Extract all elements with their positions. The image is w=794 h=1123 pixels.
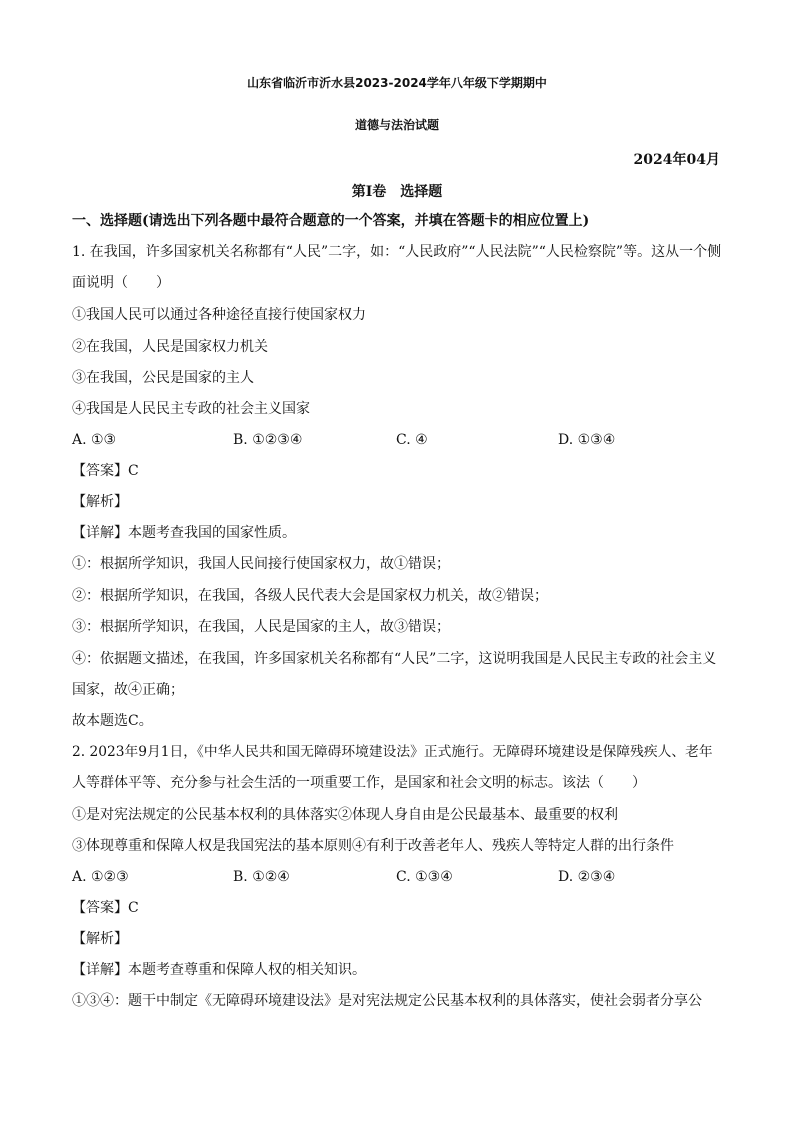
q1-stem-line1: 1. 在我国，许多国家机关名称都有“人民”二字，如：“人民政府”“人民法院”“人民检察院”等。这从一个侧 — [72, 244, 722, 260]
q2-analysis-label: 【解析】 — [72, 931, 128, 947]
q1-answer: 【答案】C — [72, 463, 139, 479]
q1-statement-4: ④我国是人民民主专政的社会主义国家 — [72, 401, 310, 417]
q1-conclusion: 故本题选C。 — [72, 713, 153, 729]
q2-option-c: C. ①③④ — [396, 869, 453, 885]
q1-explanation-2: ②：根据所学知识，在我国，各级人民代表大会是国家权力机关，故②错误； — [72, 588, 548, 604]
q1-statement-1: ①我国人民可以通过各种途径直接行使国家权力 — [72, 307, 366, 323]
q1-explanation-1: ①：根据所学知识，我国人民间接行使国家权力，故①错误； — [72, 556, 450, 572]
section-instruction: 一、选择题(请选出下列各题中最符合题意的一个答案，并填在答题卡的相应位置上) — [72, 213, 590, 229]
q2-explanation-1: ①③④：题干中制定《无障碍环境建设法》是对宪法规定公民基本权利的具体落实，使社会弱者分享公 — [72, 993, 702, 1009]
q2-option-d: D. ②③④ — [558, 869, 616, 885]
q1-options — [72, 430, 722, 450]
q1-statement-3: ③在我国，公民是国家的主人 — [72, 370, 254, 386]
q1-option-c: C. ④ — [396, 432, 428, 448]
q2-options — [72, 867, 722, 887]
q1-option-a: A. ①③ — [72, 432, 117, 448]
q1-explanation-4: ④：依据题文描述，在我国，许多国家机关名称都有“人民”二字，这说明我国是人民民主专政的社会主义 — [72, 651, 717, 667]
q2-statement-line2: ③体现尊重和保障人权是我国宪法的基本原则④有利于改善老年人、残疾人等特定人群的出行条件 — [72, 838, 674, 854]
q2-option-b: B. ①②④ — [233, 869, 290, 885]
q2-stem-line2: 人等群体平等、充分参与社会生活的一项重要工作，是国家和社会文明的标志。该法（ ） — [72, 775, 646, 791]
document-subtitle: 道德与法治试题 — [354, 118, 439, 132]
q2-option-a: A. ①②③ — [72, 869, 129, 885]
q1-analysis-label: 【解析】 — [72, 494, 128, 510]
q1-statement-2: ②在我国，人民是国家权力机关 — [72, 339, 268, 355]
q2-statement-line1: ①是对宪法规定的公民基本权利的具体落实②体现人身自由是公民最基本、最重要的权利 — [72, 807, 618, 823]
q1-explanation-5: 国家，故④正确； — [72, 682, 184, 698]
section-heading: 第Ⅰ卷 选择题 — [351, 184, 443, 200]
q2-detail: 【详解】本题考查尊重和保障人权的相关知识。 — [72, 962, 366, 978]
document-title: 山东省临沂市沂水县2023-2024学年八年级下学期期中 — [247, 76, 547, 90]
q1-option-b: B. ①②③④ — [233, 432, 303, 448]
q1-explanation-3: ③：根据所学知识，在我国，人民是国家的主人，故③错误； — [72, 619, 450, 635]
q1-stem-line2: 面说明（ ） — [72, 275, 170, 291]
q1-detail: 【详解】本题考查我国的国家性质。 — [72, 525, 296, 541]
exam-date: 2024年04月 — [633, 152, 720, 168]
q1-option-d: D. ①③④ — [558, 432, 616, 448]
q2-stem-line1: 2. 2023年9月1日，《中华人民共和国无障碍环境建设法》正式施行。无障碍环境建设是保障残疾人、老年 — [72, 744, 713, 760]
q2-answer: 【答案】C — [72, 900, 139, 916]
